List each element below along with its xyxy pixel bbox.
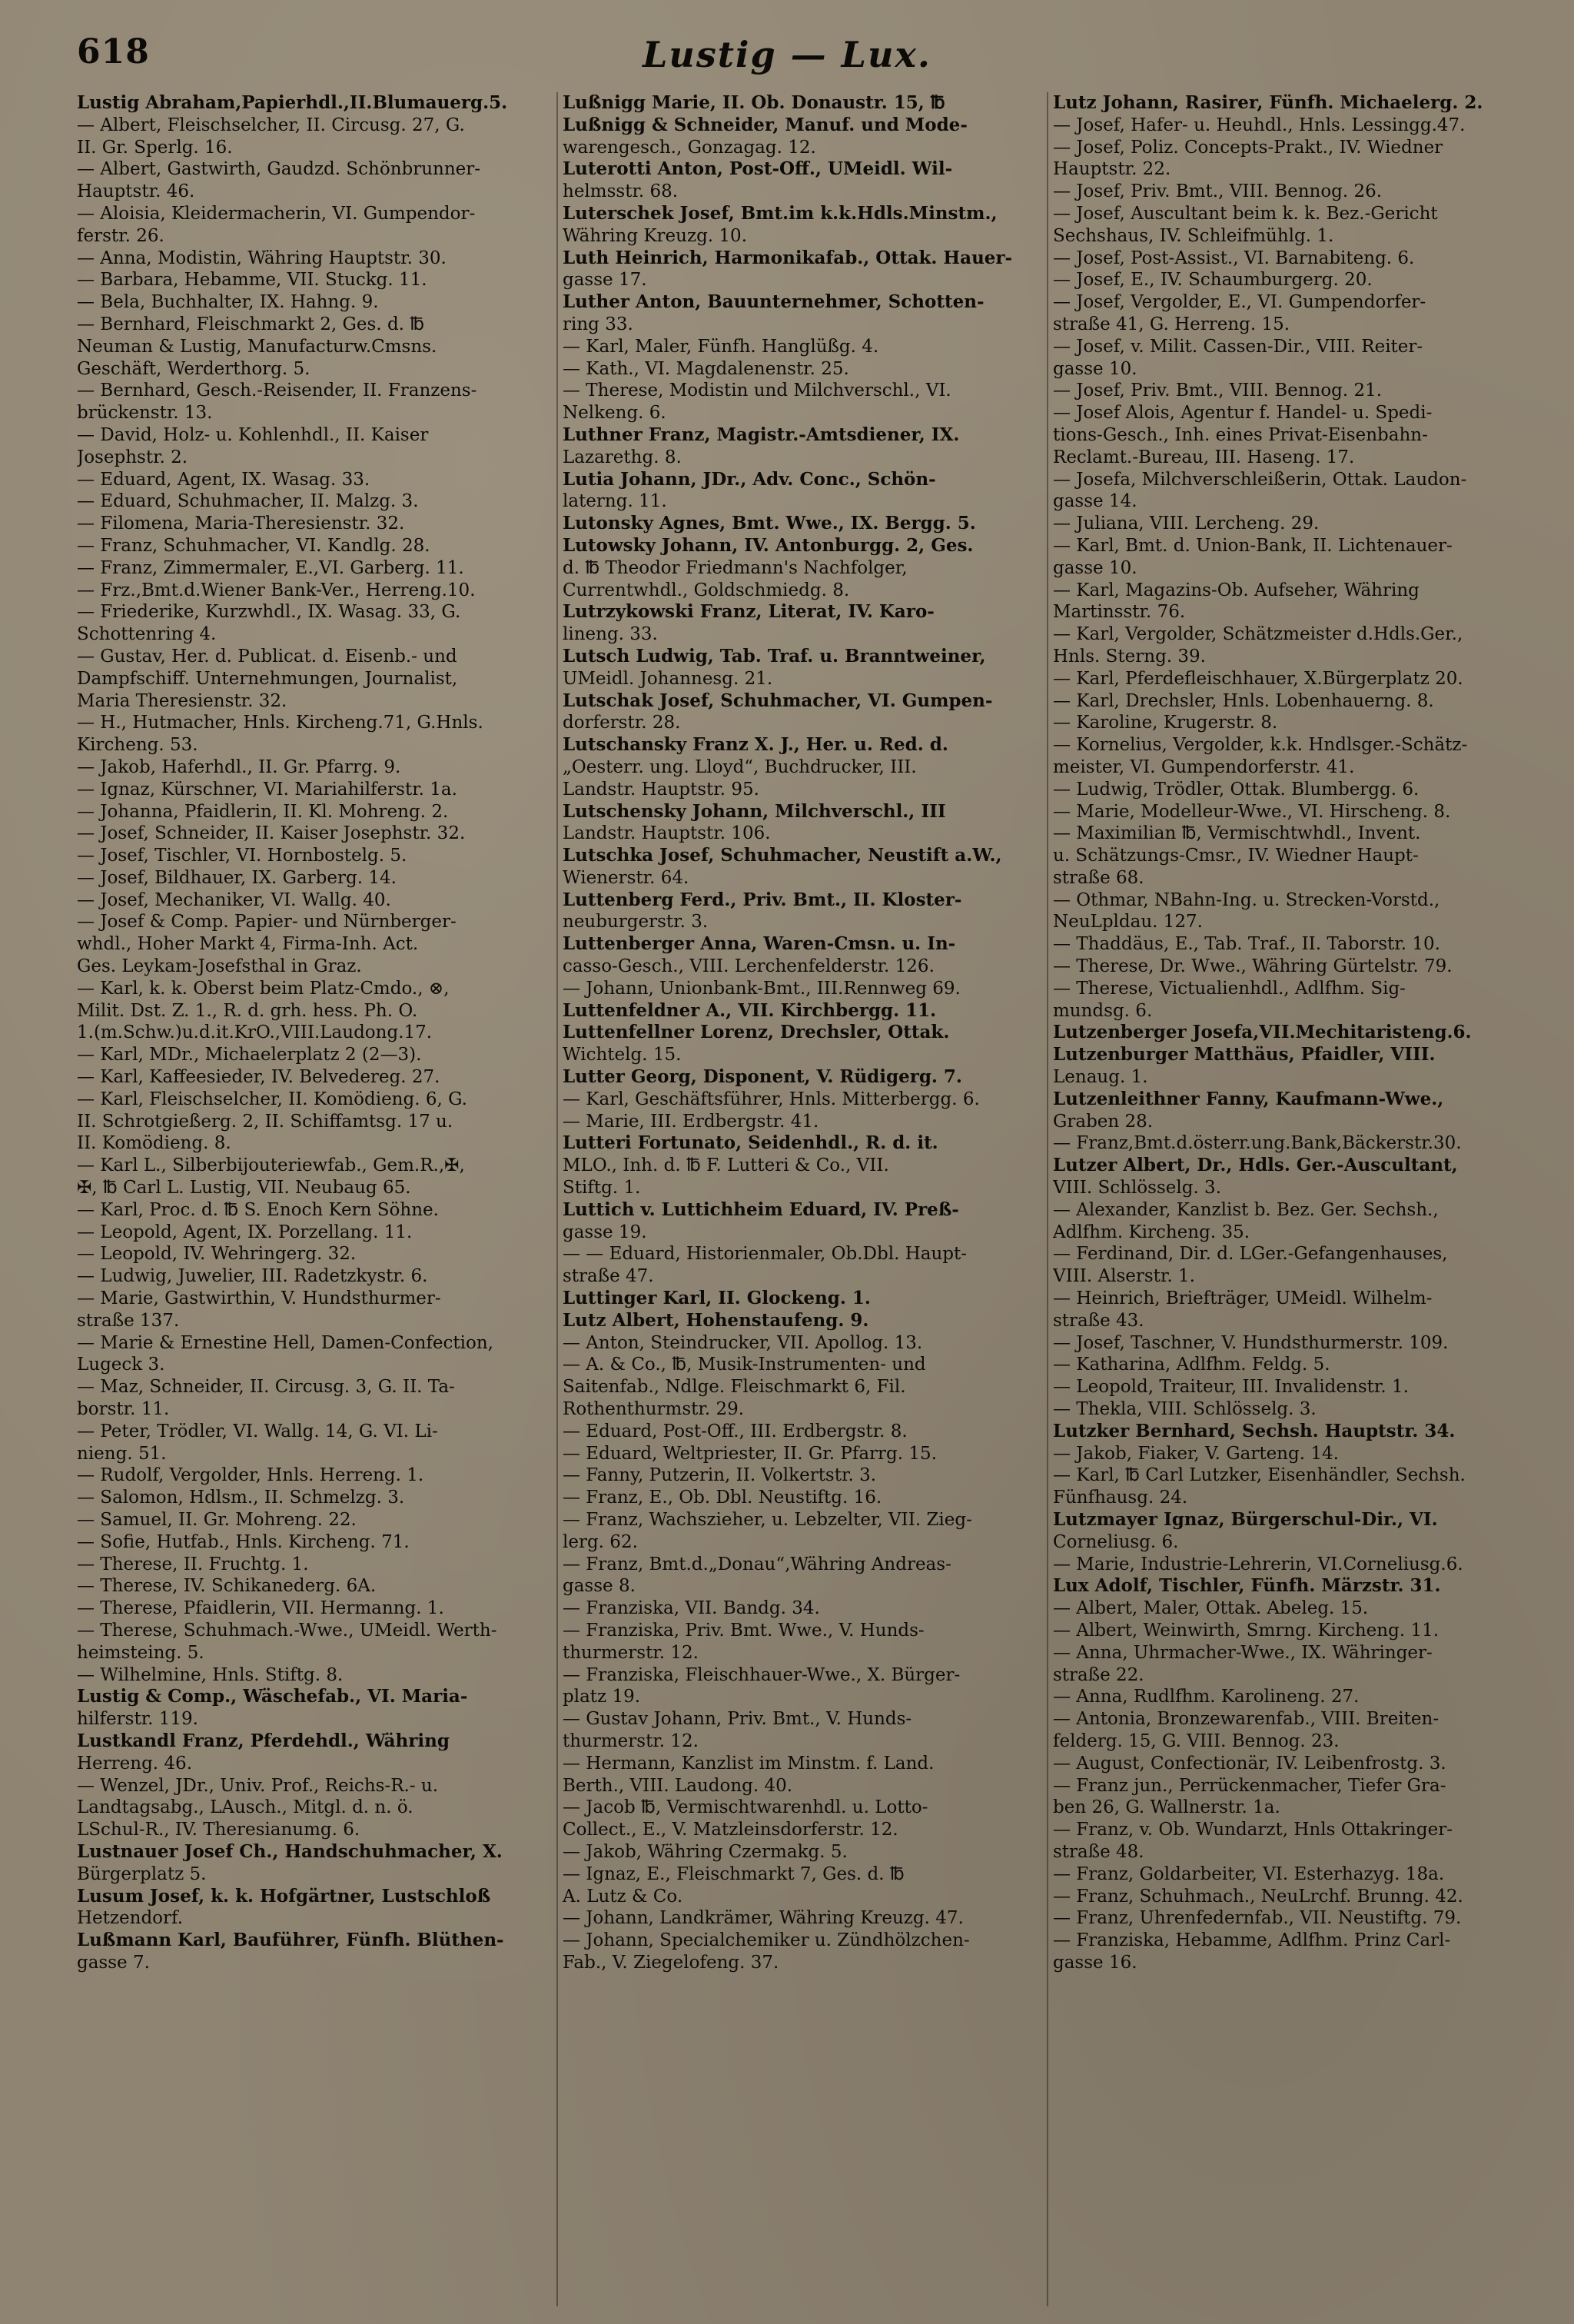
directory-line: Lutschak Josef, Schuhmacher, VI. Gumpen-: [563, 690, 993, 711]
directory-line: II. Komödieng. 8.: [77, 1133, 231, 1154]
directory-line: straße 48.: [1053, 1841, 1144, 1862]
directory-line: — Ignaz, Kürschner, VI. Mariahilferstr. 1a.: [77, 779, 457, 800]
directory-line: VIII. Alserstr. 1.: [1053, 1266, 1195, 1287]
directory-line: Währing Kreuzg. 10.: [563, 225, 748, 246]
directory-line: Lutonsky Agnes, Bmt. Wwe., IX. Bergg. 5.: [563, 513, 976, 534]
column-3: [1047, 92, 1529, 2306]
directory-line: Milit. Dst. Z. 1., R. d. grh. hess. Ph. O.: [77, 1000, 418, 1021]
directory-line: thurmerstr. 12.: [563, 1731, 699, 1751]
directory-line: dorferstr. 28.: [563, 713, 681, 733]
directory-line: „Oesterr. ung. Lloyd“, Buchdrucker, III.: [563, 756, 917, 777]
directory-line: ben 26, G. Wallnerstr. 1a.: [1053, 1797, 1280, 1818]
directory-line: VIII. Schlösselg. 3.: [1053, 1178, 1222, 1199]
directory-line: — Josef, Bildhauer, IX. Garberg. 14.: [77, 867, 397, 888]
directory-line: — Franziska, Hebamme, Adlfhm. Prinz Carl-: [1053, 1930, 1451, 1951]
directory-line: — Franz, Schuhmacher, VI. Kandlg. 28.: [77, 535, 430, 556]
directory-line: — Therese, II. Fruchtg. 1.: [77, 1554, 309, 1574]
directory-line: — Marie, Industrie-Lehrerin, VI.Corneliusg.6.: [1053, 1554, 1463, 1574]
directory-line: — Anna, Rudlfhm. Karolineng. 27.: [1053, 1687, 1360, 1707]
directory-line: — Kath., VI. Magdalenenstr. 25.: [563, 358, 849, 379]
directory-line: Sechshaus, IV. Schleifmühlg. 1.: [1053, 225, 1334, 246]
directory-line: straße 137.: [77, 1310, 180, 1331]
directory-line: — Jakob, Haferhdl., II. Gr. Pfarrg. 9.: [77, 756, 401, 777]
directory-line: — Franz, Uhrenfedernfab., VII. Neustiftg. 79.: [1053, 1908, 1462, 1929]
directory-line: — Josef, Post-Assist., VI. Barnabiteng. 6.: [1053, 248, 1415, 268]
directory-line: — Karl, Maler, Fünfh. Hanglüßg. 4.: [563, 336, 879, 357]
directory-line: — Peter, Trödler, VI. Wallg. 14, G. VI. Li-: [77, 1421, 438, 1441]
directory-line: — Josef Alois, Agentur f. Handel- u. Spedi-: [1053, 403, 1433, 424]
directory-line: — Karl, k. k. Oberst beim Platz-Cmdo., ⊗,: [77, 978, 450, 999]
directory-line: — Franziska, Priv. Bmt. Wwe., V. Hunds-: [563, 1620, 925, 1641]
directory-line: Lutschensky Johann, Milchverschl., III: [563, 800, 946, 822]
directory-line: helmsstr. 68.: [563, 181, 679, 202]
directory-line: hilferstr. 119.: [77, 1709, 198, 1730]
directory-line: Lutzenleithner Fanny, Kaufmann-Wwe.,: [1053, 1088, 1444, 1109]
directory-line: — Rudolf, Vergolder, Hnls. Herreng. 1.: [77, 1465, 424, 1486]
directory-line: mundsg. 6.: [1053, 1000, 1153, 1021]
directory-line: — H., Hutmacher, Hnls. Kircheng.71, G.Hnls.: [77, 713, 483, 733]
directory-line: Martinsstr. 76.: [1053, 602, 1186, 623]
directory-line: — Karl, Vergolder, Schätzmeister d.Hdls.Ger.,: [1053, 624, 1463, 645]
directory-line: gasse 14.: [1053, 491, 1137, 512]
directory-line: — Therese, Pfaidlerin, VII. Hermanng. 1.: [77, 1598, 444, 1619]
directory-line: — Jacob ℔, Vermischtwarenhdl. u. Lotto-: [563, 1797, 928, 1818]
directory-line: Currentwhdl., Goldschmiedg. 8.: [563, 580, 850, 600]
directory-line: whdl., Hoher Markt 4, Firma-Inh. Act.: [77, 934, 419, 955]
directory-line: — Karl, Kaffeesieder, IV. Belvedereg. 27.: [77, 1067, 440, 1088]
directory-line: Luttenfellner Lorenz, Drechsler, Ottak.: [563, 1022, 950, 1043]
directory-line: Lutowsky Johann, IV. Antonburgg. 2, Ges.: [563, 534, 974, 556]
directory-line: Lutsch Ludwig, Tab. Traf. u. Branntweiner,: [563, 645, 986, 667]
directory-line: — Franz, Zimmermaler, E.,VI. Garberg. 11.: [77, 557, 464, 578]
directory-line: — Albert, Maler, Ottak. Abeleg. 15.: [1053, 1598, 1369, 1619]
directory-line: — Franziska, VII. Bandg. 34.: [563, 1598, 820, 1619]
directory-line: — Karl, Geschäftsführer, Hnls. Mitterbergg. 6.: [563, 1089, 980, 1109]
directory-line: — Karl, Fleischselcher, II. Komödieng. 6, G.: [77, 1089, 467, 1109]
directory-line: Lutrzykowski Franz, Literat, IV. Karo-: [563, 601, 935, 623]
directory-line: — Josef, v. Milit. Cassen-Dir., VIII. Reiter-: [1053, 336, 1423, 357]
directory-line: Hauptstr. 22.: [1053, 159, 1171, 180]
directory-line: — Bela, Buchhalter, IX. Hahng. 9.: [77, 292, 379, 313]
directory-line: — Maz, Schneider, II. Circusg. 3, G. II. Ta-: [77, 1377, 455, 1398]
directory-line: Lutter Georg, Disponent, V. Rüdigerg. 7.: [563, 1066, 962, 1088]
directory-line: — Karl L., Silberbijouteriewfab., Gem.R.,✠,: [77, 1155, 465, 1176]
directory-line: — Ignaz, E., Fleischmarkt 7, Ges. d. ℔: [563, 1864, 905, 1884]
directory-line: LSchul-R., IV. Theresianumg. 6.: [77, 1820, 360, 1840]
directory-line: — Marie, III. Erdbergstr. 41.: [563, 1111, 819, 1132]
directory-line: neuburgerstr. 3.: [563, 912, 709, 933]
directory-line: — Eduard, Post-Off., III. Erdbergstr. 8.: [563, 1421, 908, 1441]
directory-line: Luttich v. Luttichheim Eduard, IV. Preß-: [563, 1199, 959, 1220]
directory-line: — Marie, Gastwirthin, V. Hundsthurmer-: [77, 1288, 441, 1309]
directory-line: Luther Anton, Bauunternehmer, Schotten-: [563, 291, 985, 313]
directory-line: gasse 19.: [563, 1222, 647, 1242]
directory-line: Lutia Johann, JDr., Adv. Conc., Schön-: [563, 468, 936, 490]
directory-line: Lutzker Bernhard, Sechsh. Hauptstr. 34.: [1053, 1420, 1456, 1441]
directory-line: Lutzenberger Josefa,VII.Mechitaristeng.6.: [1053, 1022, 1472, 1043]
directory-line: Wienerstr. 64.: [563, 867, 689, 888]
directory-line: — Franz, Wachszieher, u. Lebzelter, VII. Zieg-: [563, 1510, 972, 1530]
directory-line: — Gustav, Her. d. Publicat. d. Eisenb.- und: [77, 646, 457, 667]
directory-line: Luth Heinrich, Harmonikafab., Ottak. Hauer-: [563, 247, 1013, 268]
directory-line: gasse 17.: [563, 270, 647, 291]
directory-line: — Johann, Specialchemiker u. Zündhölzchen-: [563, 1930, 970, 1951]
page-number: 618: [77, 32, 150, 71]
directory-line: — Josef, E., IV. Schaumburgerg. 20.: [1053, 270, 1373, 291]
directory-line: Lußmann Karl, Bauführer, Fünfh. Blüthen-: [77, 1930, 504, 1951]
directory-line: MLO., Inh. d. ℔ F. Lutteri & Co., VII.: [563, 1155, 889, 1176]
directory-line: Fünfhausg. 24.: [1053, 1488, 1188, 1508]
directory-line: ✠, ℔ Carl L. Lustig, VII. Neubaug 65.: [77, 1178, 411, 1199]
directory-line: — Karl, Pferdefleischhauer, X.Bürgerplatz 20.: [1053, 668, 1463, 689]
directory-line: Luterschek Josef, Bmt.im k.k.Hdls.Minstm.,: [563, 202, 998, 224]
directory-line: tions-Gesch., Inh. eines Privat-Eisenbahn-: [1053, 424, 1428, 445]
directory-line: A. Lutz & Co.: [563, 1886, 683, 1907]
directory-line: — Thaddäus, E., Tab. Traf., II. Taborstr. 10.: [1053, 934, 1440, 955]
directory-line: — Aloisia, Kleidermacherin, VI. Gumpendor-: [77, 203, 476, 224]
directory-line: — Samuel, II. Gr. Mohreng. 22.: [77, 1510, 357, 1530]
directory-line: Graben 28.: [1053, 1111, 1154, 1132]
directory-line: Kircheng. 53.: [77, 735, 198, 756]
directory-line: Maria Theresienstr. 32.: [77, 690, 287, 711]
directory-line: — Frz.,Bmt.d.Wiener Bank-Ver., Herreng.10.: [77, 580, 476, 600]
directory-line: — Maximilian ℔, Vermischtwhdl., Invent.: [1053, 823, 1421, 844]
directory-line: — Karl, ℔ Carl Lutzker, Eisenhändler, Sechsh.: [1053, 1465, 1466, 1486]
directory-line: Lutschansky Franz X. J., Her. u. Red. d.: [563, 734, 948, 756]
directory-line: Lußnigg & Schneider, Manuf. und Mode-: [563, 114, 968, 135]
directory-line: — Josef, Tischler, VI. Hornbostelg. 5.: [77, 846, 407, 866]
directory-line: straße 41, G. Herreng. 15.: [1053, 314, 1290, 334]
directory-line: — Josef, Mechaniker, VI. Wallg. 40.: [77, 889, 391, 910]
directory-line: straße 68.: [1053, 867, 1144, 888]
directory-line: Nelkeng. 6.: [563, 403, 666, 424]
directory-line: — Leopold, Traiteur, III. Invalidenstr. 1.: [1053, 1377, 1409, 1398]
directory-line: — Anna, Modistin, Währing Hauptstr. 30.: [77, 248, 447, 268]
directory-line: — — Eduard, Historienmaler, Ob.Dbl. Haupt-: [563, 1244, 968, 1265]
directory-line: — Therese, Modistin und Milchverschl., VI.: [563, 381, 951, 401]
directory-line: — Alexander, Kanzlist b. Bez. Ger. Sechsh.,: [1053, 1199, 1439, 1220]
directory-line: Adlfhm. Kircheng. 35.: [1053, 1222, 1250, 1242]
directory-line: Landtagsabg., LAusch., Mitgl. d. n. ö.: [77, 1797, 413, 1818]
directory-line: — Marie, Modelleur-Wwe., VI. Hirscheng. 8.: [1053, 801, 1451, 822]
directory-line: Lußnigg Marie, II. Ob. Donaustr. 15, ℔: [563, 92, 945, 113]
directory-line: Luttenfeldner A., VII. Kirchbergg. 11.: [563, 999, 937, 1021]
directory-line: — Josef, Priv. Bmt., VIII. Bennog. 21.: [1053, 381, 1383, 401]
directory-line: — Othmar, NBahn-Ing. u. Strecken-Vorstd.,: [1053, 889, 1440, 910]
directory-line: II. Schrotgießerg. 2, II. Schiffamtsg. 17 u.: [77, 1111, 453, 1132]
directory-line: thurmerstr. 12.: [563, 1642, 699, 1663]
directory-line: — Anton, Steindrucker, VII. Apollog. 13.: [563, 1332, 923, 1353]
directory-line: — Josef, Poliz. Concepts-Prakt., IV. Wiedner: [1053, 137, 1443, 158]
directory-line: Lutzmayer Ignaz, Bürgerschul-Dir., VI.: [1053, 1509, 1438, 1530]
directory-line: Saitenfab., Ndlge. Fleischmarkt 6, Fil.: [563, 1377, 906, 1398]
directory-line: — Juliana, VIII. Lercheng. 29.: [1053, 514, 1320, 534]
directory-line: Corneliusg. 6.: [1053, 1531, 1179, 1552]
directory-line: nieng. 51.: [77, 1443, 167, 1464]
directory-line: Luthner Franz, Magistr.-Amtsdiener, IX.: [563, 424, 960, 445]
directory-line: — Josef, Vergolder, E., VI. Gumpendorfer-: [1053, 292, 1426, 313]
directory-line: Hauptstr. 46.: [77, 181, 195, 202]
directory-line: casso-Gesch., VIII. Lerchenfelderstr. 126.: [563, 956, 935, 977]
directory-line: — Antonia, Bronzewarenfab., VIII. Breiten-: [1053, 1709, 1440, 1730]
directory-line: Lustkandl Franz, Pferdehdl., Währing: [77, 1730, 450, 1751]
directory-line: borstr. 11.: [77, 1399, 170, 1420]
column-2: [556, 92, 1039, 2306]
directory-line: Geschäft, Werderthorg. 5.: [77, 358, 310, 379]
directory-line: Collect., E., V. Matzleinsdorferstr. 12.: [563, 1820, 898, 1840]
directory-line: u. Schätzungs-Cmsr., IV. Wiedner Haupt-: [1053, 846, 1419, 866]
directory-line: — Leopold, Agent, IX. Porzellang. 11.: [77, 1222, 413, 1242]
directory-line: — Kornelius, Vergolder, k.k. Hndlsger.-Schätz-: [1053, 735, 1468, 756]
directory-line: — Marie & Ernestine Hell, Damen-Confection,: [77, 1332, 493, 1353]
directory-line: Luterotti Anton, Post-Off., UMeidl. Wil-: [563, 158, 953, 180]
directory-line: — Thekla, VIII. Schlösselg. 3.: [1053, 1399, 1317, 1420]
directory-line: Lutz Albert, Hohenstaufeng. 9.: [563, 1309, 869, 1331]
directory-line: — Johann, Unionbank-Bmt., III.Rennweg 69.: [563, 978, 961, 999]
directory-line: — Josef & Comp. Papier- und Nürnberger-: [77, 912, 457, 933]
directory-line: — Sofie, Hutfab., Hnls. Kircheng. 71.: [77, 1531, 410, 1552]
directory-line: Neuman & Lustig, Manufacturw.Cmsns.: [77, 336, 437, 357]
directory-line: UMeidl. Johannesg. 21.: [563, 668, 773, 689]
directory-line: Lutzer Albert, Dr., Hdls. Ger.-Auscultant,: [1053, 1155, 1458, 1176]
directory-line: straße 47.: [563, 1266, 654, 1287]
directory-line: Landstr. Hauptstr. 106.: [563, 823, 771, 844]
directory-line: — Jakob, Fiaker, V. Garteng. 14.: [1053, 1443, 1339, 1464]
directory-line: lerg. 62.: [563, 1531, 638, 1552]
directory-line: II. Gr. Sperlg. 16.: [77, 137, 233, 158]
directory-line: Lugeck 3.: [77, 1355, 165, 1375]
directory-line: — Katharina, Adlfhm. Feldg. 5.: [1053, 1355, 1330, 1375]
directory-line: — Filomena, Maria-Theresienstr. 32.: [77, 514, 405, 534]
directory-line: meister, VI. Gumpendorferstr. 41.: [1053, 756, 1355, 777]
directory-line: Fab., V. Ziegelofeng. 37.: [563, 1952, 779, 1973]
directory-line: — Karl, Proc. d. ℔ S. Enoch Kern Söhne.: [77, 1199, 439, 1220]
directory-line: — Wilhelmine, Hnls. Stiftg. 8.: [77, 1664, 344, 1685]
directory-line: Schottenring 4.: [77, 624, 217, 645]
directory-line: gasse 8.: [563, 1576, 636, 1597]
directory-line: — Friederike, Kurzwhdl., IX. Wasag. 33, G.: [77, 602, 461, 623]
directory-line: Stiftg. 1.: [563, 1178, 641, 1199]
directory-line: Dampfschiff. Unternehmungen, Journalist,: [77, 668, 458, 689]
directory-line: ring 33.: [563, 314, 633, 334]
directory-line: heimsteing. 5.: [77, 1642, 204, 1663]
directory-line: — August, Confectionär, IV. Leibenfrostg. 3.: [1053, 1753, 1446, 1774]
directory-line: Lenaug. 1.: [1053, 1067, 1148, 1088]
directory-line: — Gustav Johann, Priv. Bmt., V. Hunds-: [563, 1709, 912, 1730]
column-1: [77, 92, 553, 2306]
directory-line: — Karl, Bmt. d. Union-Bank, II. Lichtenauer-: [1053, 535, 1453, 556]
directory-line: — Josef, Hafer- u. Heuhdl., Hnls. Lessingg.47.: [1053, 115, 1466, 135]
running-title: Lustig — Lux.: [643, 34, 931, 75]
directory-line: — Albert, Weinwirth, Smrng. Kircheng. 11.: [1053, 1620, 1440, 1641]
directory-line: — Eduard, Weltpriester, II. Gr. Pfarrg. 15.: [563, 1443, 937, 1464]
directory-line: Wichtelg. 15.: [563, 1045, 682, 1066]
directory-line: — Leopold, IV. Wehringerg. 32.: [77, 1244, 357, 1265]
directory-line: warengesch., Gonzagag. 12.: [563, 137, 816, 158]
directory-line: — Karl, MDr., Michaelerplatz 2 (2—3).: [77, 1045, 422, 1066]
directory-line: — Eduard, Agent, IX. Wasag. 33.: [77, 469, 370, 490]
directory-line: — Johanna, Pfaidlerin, II. Kl. Mohreng. 2.: [77, 801, 449, 822]
directory-line: laterng. 11.: [563, 491, 667, 512]
directory-line: — Franz jun., Perrückenmacher, Tiefer Gra-: [1053, 1775, 1446, 1796]
directory-line: — Franziska, Fleischhauer-Wwe., X. Bürger-: [563, 1664, 961, 1685]
directory-line: Lutz Johann, Rasirer, Fünfh. Michaelerg. 2.: [1053, 92, 1483, 113]
directory-line: NeuLpldau. 127.: [1053, 912, 1203, 933]
directory-line: — Ludwig, Juwelier, III. Radetzkystr. 6.: [77, 1266, 428, 1287]
directory-line: — Jakob, Währing Czermakg. 5.: [563, 1841, 848, 1862]
directory-line: Ges. Leykam-Josefsthal in Graz.: [77, 956, 362, 977]
directory-line: — Franz, Schuhmach., NeuLrchf. Brunng. 42.: [1053, 1886, 1463, 1907]
directory-line: — Ferdinand, Dir. d. LGer.-Gefangenhauses,: [1053, 1244, 1448, 1265]
directory-line: gasse 10.: [1053, 358, 1137, 379]
directory-line: — Therese, IV. Schikanederg. 6A.: [77, 1576, 377, 1597]
directory-line: Bürgerplatz 5.: [77, 1864, 207, 1884]
directory-line: Josephstr. 2.: [77, 447, 188, 467]
directory-line: Lutteri Fortunato, Seidenhdl., R. d. it.: [563, 1132, 938, 1154]
directory-line: d. ℔ Theodor Friedmann's Nachfolger,: [563, 557, 908, 578]
directory-line: Lustnauer Josef Ch., Handschuhmacher, X.: [77, 1840, 503, 1862]
directory-line: — Anna, Uhrmacher-Wwe., IX. Währinger-: [1053, 1642, 1433, 1663]
directory-line: — Josef, Schneider, II. Kaiser Josephstr. 32.: [77, 823, 466, 844]
directory-line: — Albert, Gastwirth, Gaudzd. Schönbrunner-: [77, 159, 481, 180]
directory-line: Lustig & Comp., Wäschefab., VI. Maria-: [77, 1686, 468, 1707]
directory-line: — David, Holz- u. Kohlenhdl., II. Kaiser: [77, 424, 429, 445]
directory-line: gasse 16.: [1053, 1952, 1137, 1973]
directory-line: — Karl, Drechsler, Hnls. Lobenhauerng. 8.: [1053, 690, 1434, 711]
directory-line: Lustig Abraham,Papierhdl.,II.Blumauerg.5.: [77, 92, 508, 113]
directory-line: — Therese, Dr. Wwe., Währing Gürtelstr. 79.: [1053, 956, 1453, 977]
directory-line: — Salomon, Hdlsm., II. Schmelzg. 3.: [77, 1488, 405, 1508]
directory-line: Reclamt.-Bureau, III. Haseng. 17.: [1053, 447, 1355, 467]
directory-line: Lazarethg. 8.: [563, 447, 682, 467]
directory-line: ferstr. 26.: [77, 225, 164, 246]
directory-columns: [77, 92, 1537, 2306]
directory-line: straße 22.: [1053, 1664, 1144, 1685]
directory-line: — Therese, Victualienhdl., Adlfhm. Sig-: [1053, 978, 1406, 999]
directory-line: Luttinger Karl, II. Glockeng. 1.: [563, 1288, 871, 1309]
directory-line: Rothenthurmstr. 29.: [563, 1399, 745, 1420]
directory-line: — Josef, Priv. Bmt., VIII. Bennog. 26.: [1053, 181, 1383, 202]
directory-line: platz 19.: [563, 1687, 641, 1707]
directory-line: — Franz, Goldarbeiter, VI. Esterhazyg. 18a.: [1053, 1864, 1445, 1884]
directory-line: — Bernhard, Gesch.-Reisender, II. Franzens-: [77, 381, 477, 401]
directory-line: — Johann, Landkrämer, Währing Kreuzg. 47.: [563, 1908, 964, 1929]
directory-line: — Josefa, Milchverschleißerin, Ottak. Laudon-: [1053, 469, 1467, 490]
directory-line: brückenstr. 13.: [77, 403, 213, 424]
directory-line: gasse 10.: [1053, 557, 1137, 578]
directory-line: — Franz, v. Ob. Wundarzt, Hnls Ottakringer-: [1053, 1820, 1453, 1840]
directory-line: — Bernhard, Fleischmarkt 2, Ges. d. ℔: [77, 314, 425, 334]
directory-line: gasse 7.: [77, 1952, 150, 1973]
directory-line: — Franz, E., Ob. Dbl. Neustiftg. 16.: [563, 1488, 882, 1508]
directory-line: Luttenberg Ferd., Priv. Bmt., II. Kloster-: [563, 889, 962, 910]
directory-line: — Therese, Schuhmach.-Wwe., UMeidl. Werth-: [77, 1620, 497, 1641]
directory-line: Herreng. 46.: [77, 1753, 193, 1774]
directory-line: Lutschka Josef, Schuhmacher, Neustift a.W.,: [563, 845, 1002, 866]
directory-line: — Karl, Magazins-Ob. Aufseher, Währing: [1053, 580, 1420, 600]
directory-line: Landstr. Hauptstr. 95.: [563, 779, 759, 800]
directory-line: — A. & Co., ℔, Musik-Instrumenten- und: [563, 1355, 926, 1375]
directory-line: 1.(m.Schw.)u.d.it.KrO.,VIII.Laudong.17.: [77, 1022, 433, 1043]
directory-line: lineng. 33.: [563, 624, 658, 645]
directory-line: — Franz, Bmt.d.„Donau“,Währing Andreas-: [563, 1554, 951, 1574]
directory-line: — Franz,Bmt.d.österr.ung.Bank,Bäckerstr.30.: [1053, 1133, 1462, 1154]
directory-line: — Josef, Auscultant beim k. k. Bez.-Gericht: [1053, 203, 1438, 224]
directory-line: straße 43.: [1053, 1310, 1144, 1331]
directory-line: Berth., VIII. Laudong. 40.: [563, 1775, 793, 1796]
directory-line: — Karoline, Krugerstr. 8.: [1053, 713, 1278, 733]
directory-line: — Barbara, Hebamme, VII. Stuckg. 11.: [77, 270, 427, 291]
directory-line: — Wenzel, JDr., Univ. Prof., Reichs-R.- u.: [77, 1775, 439, 1796]
directory-line: Lusum Josef, k. k. Hofgärtner, Lustschloß: [77, 1885, 491, 1907]
directory-line: Hetzendorf.: [77, 1908, 184, 1929]
directory-line: — Hermann, Kanzlist im Minstm. f. Land.: [563, 1753, 935, 1774]
directory-line: — Albert, Fleischselcher, II. Circusg. 27, G.: [77, 115, 465, 135]
directory-line: — Eduard, Schuhmacher, II. Malzg. 3.: [77, 491, 419, 512]
directory-line: Lutzenburger Matthäus, Pfaidler, VIII.: [1053, 1044, 1436, 1066]
directory-line: — Ludwig, Trödler, Ottak. Blumbergg. 6.: [1053, 779, 1420, 800]
directory-line: Hnls. Sterng. 39.: [1053, 646, 1206, 667]
directory-line: — Fanny, Putzerin, II. Volkertstr. 3.: [563, 1465, 877, 1486]
directory-line: felderg. 15, G. VIII. Bennog. 23.: [1053, 1731, 1340, 1751]
directory-line: — Josef, Taschner, V. Hundsthurmerstr. 109.: [1053, 1332, 1449, 1353]
directory-line: Luttenberger Anna, Waren-Cmsn. u. In-: [563, 933, 956, 955]
directory-line: — Heinrich, Briefträger, UMeidl. Wilhelm-: [1053, 1288, 1433, 1309]
directory-line: Lux Adolf, Tischler, Fünfh. Märzstr. 31.: [1053, 1575, 1441, 1597]
